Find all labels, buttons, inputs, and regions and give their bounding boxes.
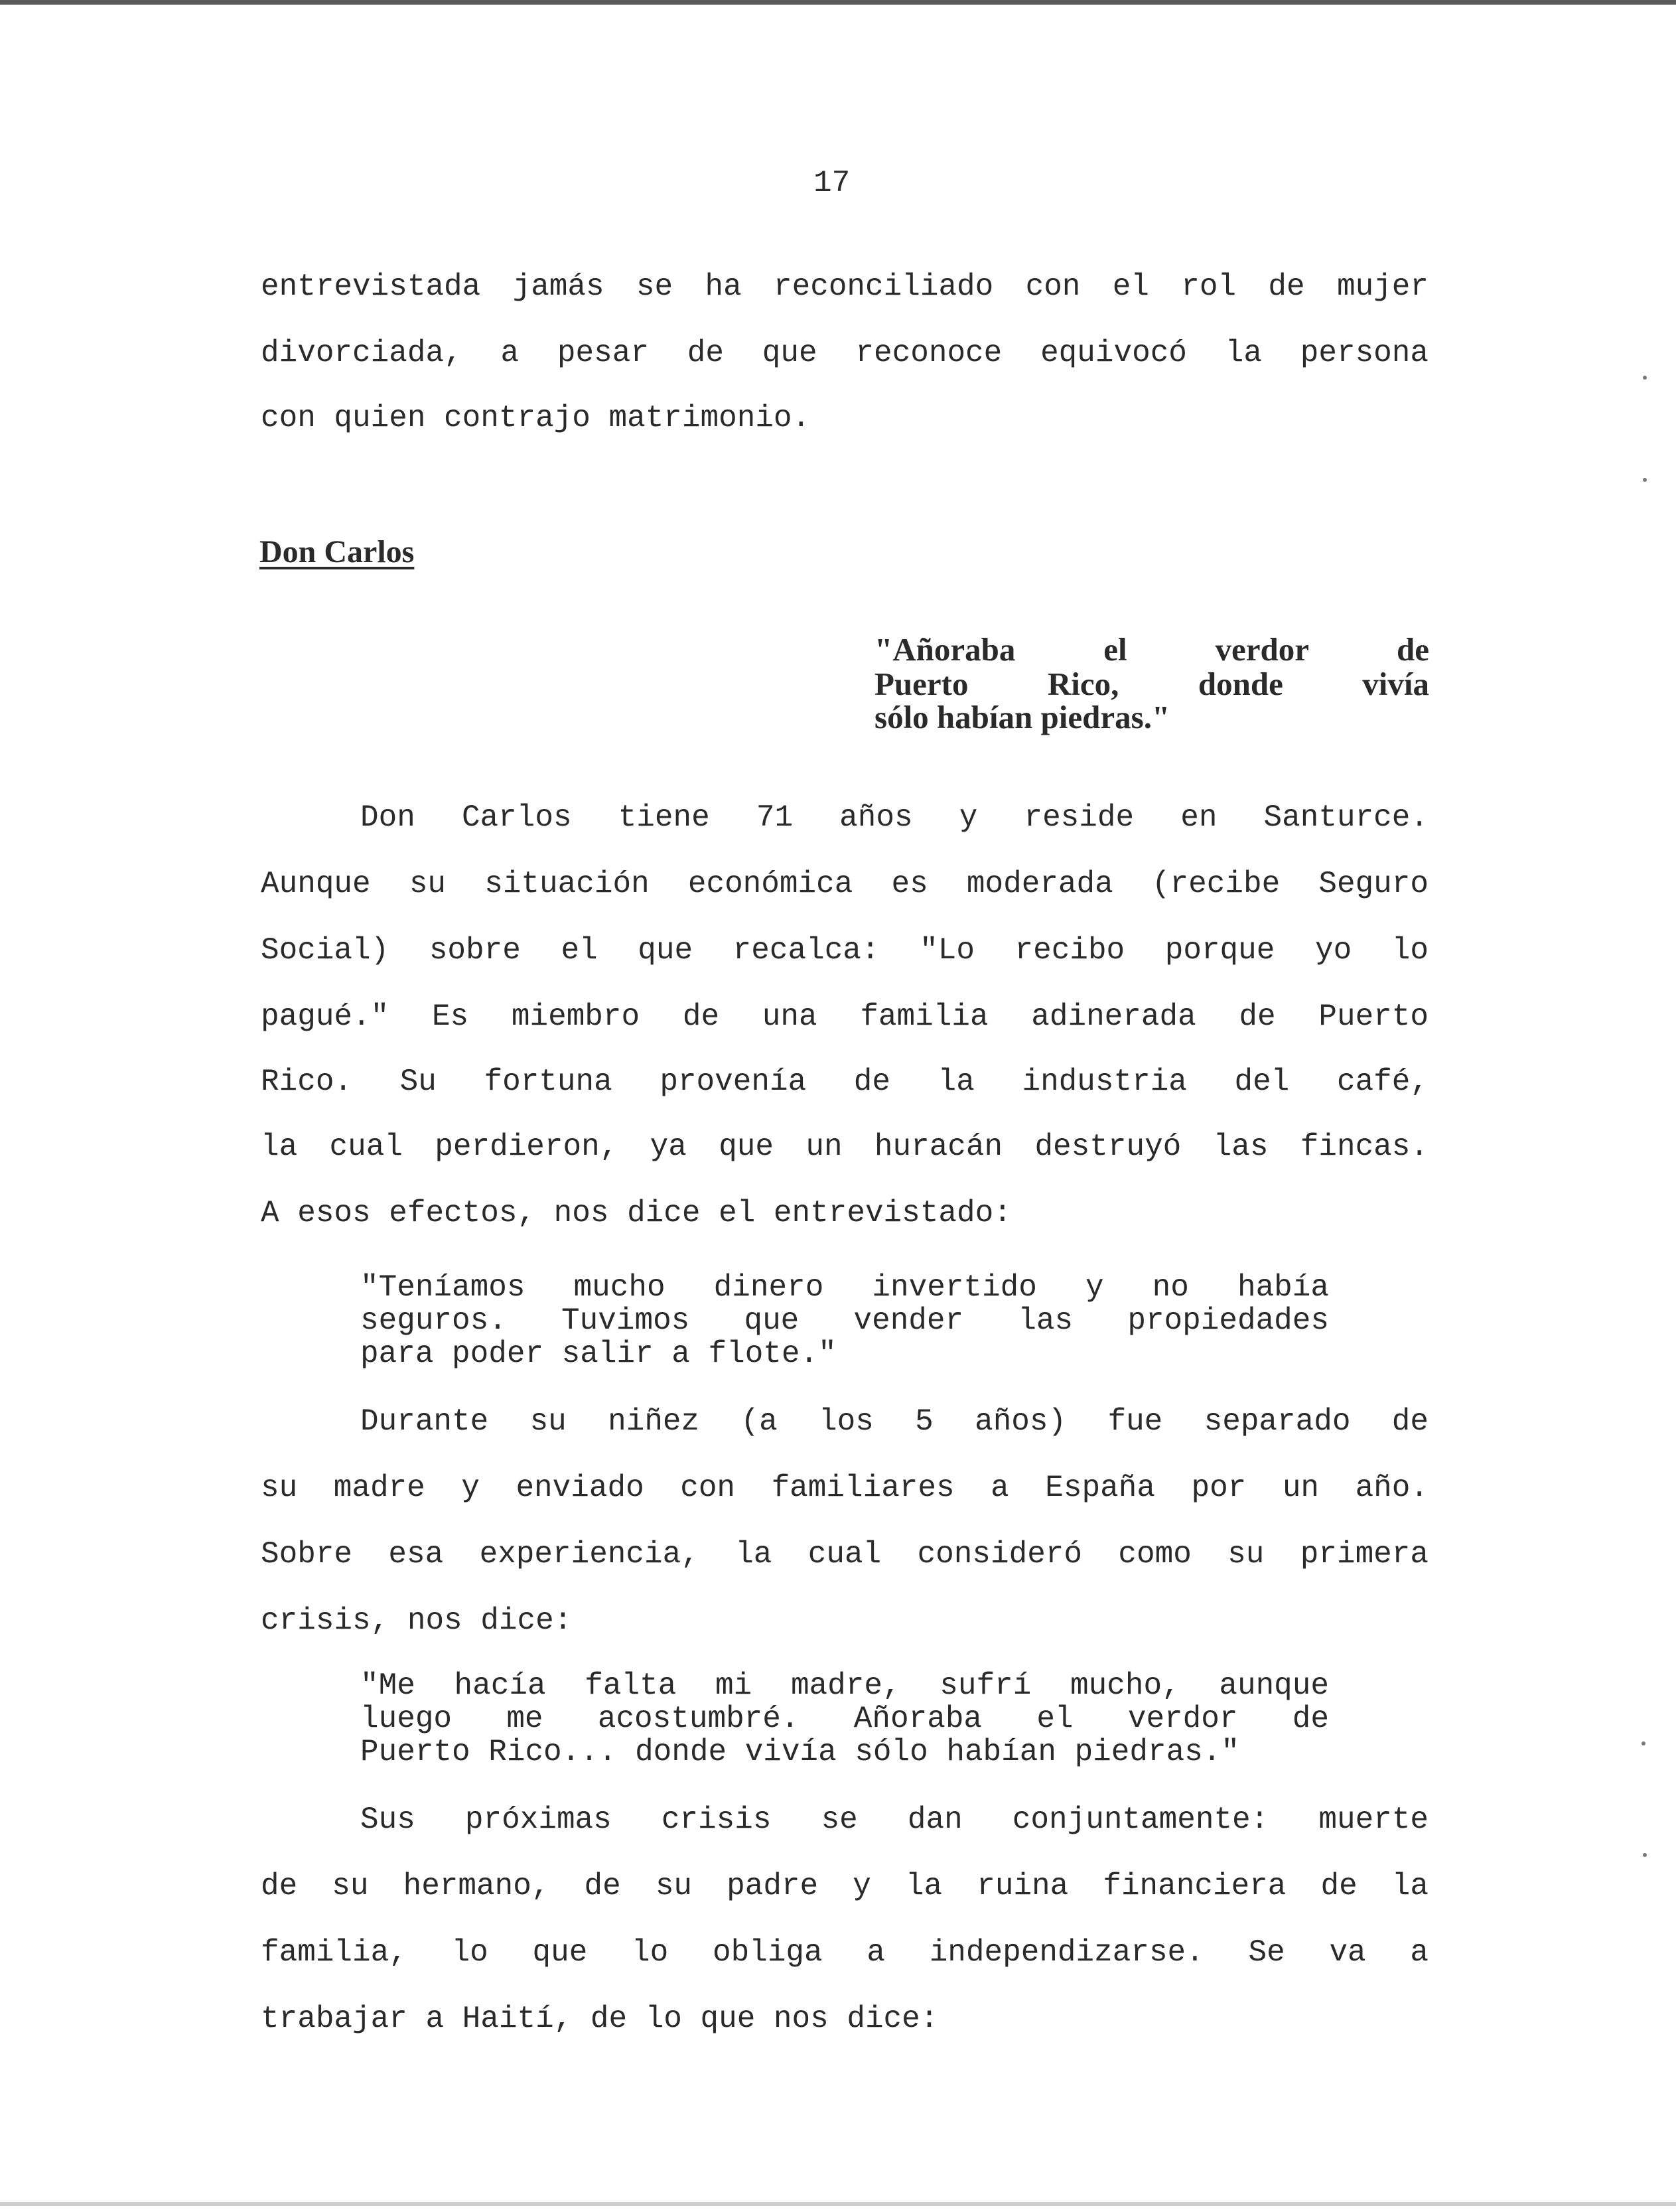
paragraph-line: Durante su niñez (a los 5 años) fue separado de bbox=[360, 1404, 1429, 1439]
paragraph-line: entrevistada jamás se ha reconciliado con el rol de mujer bbox=[261, 269, 1429, 304]
paragraph-line: Sobre esa experiencia, la cual consideró como su primera bbox=[261, 1537, 1429, 1572]
paragraph-line: pagué." Es miembro de una familia adinerada de Puerto bbox=[261, 999, 1429, 1034]
scan-speck bbox=[1643, 1853, 1647, 1857]
paragraph-line: de su hermano, de su padre y la ruina financiera de la bbox=[261, 1869, 1429, 1903]
block-quote-line: seguros. Tuvimos que vender las propiedades bbox=[360, 1303, 1329, 1338]
paragraph-line: trabajar a Haití, de lo que nos dice: bbox=[261, 2002, 939, 2036]
paragraph-line: divorciada, a pesar de que reconoce equivocó la persona bbox=[261, 336, 1429, 370]
epigraph-line: "Añoraba el verdor de bbox=[874, 631, 1429, 668]
paragraph-line: Aunque su situación económica es moderada (recibe Seguro bbox=[261, 867, 1429, 901]
scan-top-edge bbox=[0, 0, 1676, 5]
paragraph-line: Rico. Su fortuna provenía de la industria del café, bbox=[261, 1065, 1429, 1099]
scan-speck bbox=[1643, 376, 1647, 380]
block-quote-line: luego me acostumbré. Añoraba el verdor de bbox=[360, 1702, 1329, 1736]
paragraph-line: Sus próximas crisis se dan conjuntamente: muerte bbox=[360, 1803, 1429, 1837]
paragraph-line: su madre y enviado con familiares a España por un año. bbox=[261, 1471, 1429, 1505]
scan-speck bbox=[1643, 478, 1647, 482]
epigraph-line: sólo habían piedras." bbox=[874, 699, 1170, 735]
block-quote-line: Puerto Rico... donde vivía sólo habían piedras." bbox=[360, 1735, 1240, 1769]
page-number: 17 bbox=[813, 166, 851, 200]
paragraph-line: Don Carlos tiene 71 años y reside en Santurce. bbox=[360, 800, 1429, 835]
paragraph-line: con quien contrajo matrimonio. bbox=[261, 401, 811, 435]
paragraph-line: la cual perdieron, ya que un huracán destruyó las fincas. bbox=[261, 1130, 1429, 1164]
scan-bottom-edge bbox=[0, 2202, 1676, 2206]
paragraph-line: crisis, nos dice: bbox=[261, 1603, 573, 1638]
scan-speck bbox=[1641, 1741, 1645, 1745]
paragraph-line: Social) sobre el que recalca: "Lo recibo porque yo lo bbox=[261, 933, 1429, 968]
block-quote-line: "Teníamos mucho dinero invertido y no había bbox=[360, 1270, 1329, 1305]
section-heading: Don Carlos bbox=[259, 534, 415, 569]
epigraph-line: Puerto Rico, donde vivía bbox=[874, 666, 1429, 702]
block-quote-line: para poder salir a flote." bbox=[360, 1337, 837, 1371]
paragraph-line: A esos efectos, nos dice el entrevistado: bbox=[261, 1196, 1012, 1230]
paragraph-line: familia, lo que lo obliga a independizarse. Se va a bbox=[261, 1935, 1429, 1970]
block-quote-line: "Me hacía falta mi madre, sufrí mucho, aunque bbox=[360, 1668, 1329, 1703]
